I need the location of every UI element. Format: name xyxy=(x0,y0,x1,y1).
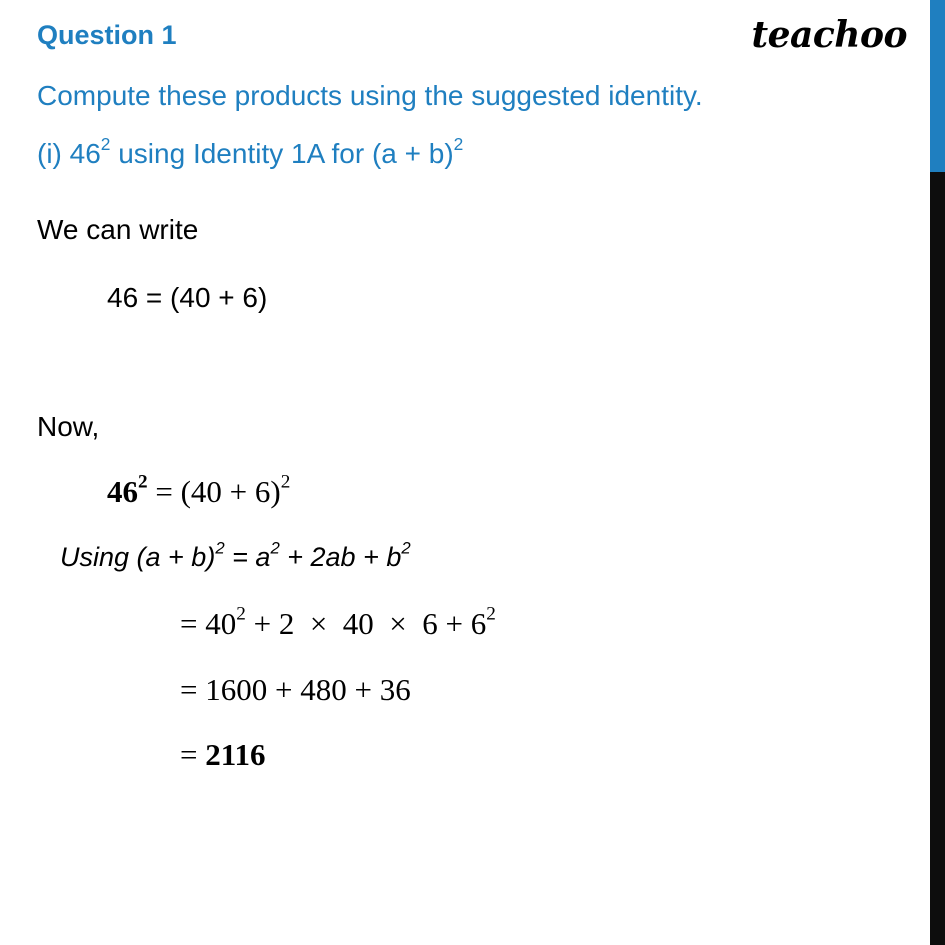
part-exponent: 2 xyxy=(100,133,111,154)
final-answer: 2116 xyxy=(205,737,266,772)
rewrite-equation: 46 = (40 + 6) xyxy=(107,282,268,313)
question-title: Question 1 xyxy=(37,20,177,50)
step3-equation: = 1600 + 480 + 36 xyxy=(180,672,411,707)
we-can-write-text: We can write xyxy=(37,214,199,245)
step1-rhs-exponent: 2 xyxy=(280,471,291,493)
identity-part-a: Using (a + b) xyxy=(60,542,216,572)
step2-part-b: + 2 × 40 × 6 + 6 xyxy=(245,606,487,641)
part-i-text xyxy=(37,133,464,170)
step2-exponent-1: 2 xyxy=(236,603,246,625)
identity-part-b: = a xyxy=(224,542,271,572)
part-tail-exponent: 2 xyxy=(453,133,464,154)
step2-part-a: = 40 xyxy=(180,606,237,641)
identity-exponent-3: 2 xyxy=(401,538,411,558)
scroll-indicator[interactable] xyxy=(930,0,945,172)
part-prefix: (i) 46 xyxy=(37,138,101,169)
step1-lhs-exponent: 2 xyxy=(138,471,148,493)
step1-lhs-base: 46 xyxy=(107,474,138,509)
step1-rhs: = (40 + 6) xyxy=(147,474,281,509)
now-text: Now, xyxy=(37,411,100,442)
instruction-text: Compute these products using the suggested identity. xyxy=(37,80,703,111)
part-mid: using Identity 1A for (a + b) xyxy=(110,138,454,169)
identity-exponent-1: 2 xyxy=(215,538,225,558)
step2-equation xyxy=(180,603,496,642)
step2-exponent-2: 2 xyxy=(486,603,496,625)
identity-exponent-2: 2 xyxy=(270,538,280,558)
step4-equals: = xyxy=(180,737,206,772)
teachoo-logo: teachoo xyxy=(751,14,907,56)
identity-text xyxy=(60,538,411,573)
step1-equation xyxy=(107,471,291,510)
identity-part-c: + 2ab + b xyxy=(279,542,402,572)
step4-equation xyxy=(180,737,266,773)
